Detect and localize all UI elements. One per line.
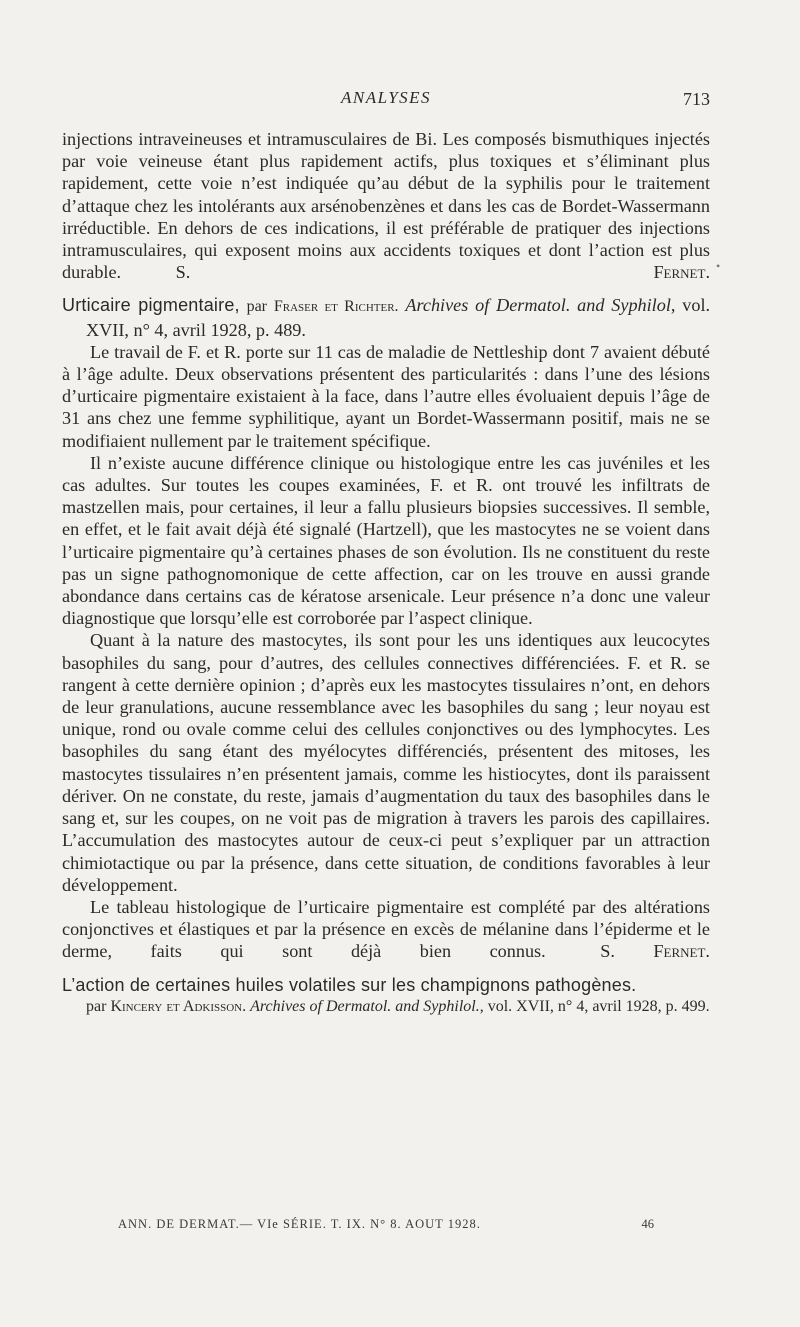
article1-paragraph-text: Le tableau histologique de l’urticaire pigmentaire est complété par des altérations conjonctives et élastiques et par la présence en excès de mélanine dans l’épiderme et le derme, faits qui sont déjà bien connus. [62, 896, 710, 962]
article1-journal: Archives of Dermatol. and Syphilol [405, 295, 671, 316]
body-text [62, 128, 710, 1018]
article2-journal: Archives of Dermatol. and Syphilol. [250, 997, 480, 1015]
page-footer [118, 1217, 654, 1232]
article1-citation [62, 294, 710, 340]
footer-sheet-number: 46 [641, 1217, 654, 1231]
article-huiles-volatiles [62, 974, 710, 1018]
article1-paragraph [62, 896, 710, 963]
article2-authors: Kincery et Adkisson. [110, 997, 247, 1015]
article1-details: , vol. XVII, n° 4, avril 1928, p. 489. [86, 295, 711, 340]
article2-citation [62, 996, 710, 1018]
article1-paragraph: Il n’existe aucune différence clinique ou histologique entre les cas juvéniles et les cas adultes. Sur toutes les coupes examinées, F. et R. ont trouvé les infiltrats de mastzellen mais, pour certaines, il leur a fallu plusieurs biopsies successives. Il semble, en effet, et le fait avait déjà été signalé (Hartzell), que les mastocytes ne se voient dans l’urticaire pigmentaire qu’à certaines phases de son évolution. Ils ne constituent du reste pas un signe pathognomonique de cette affection, car on les trouve en aussi grande abondance dans certains cas de kératose arsenicale. Leur présence n’a donc une valeur diagnostique que lorsqu’elle est corroborée par l’aspect clinique. [62, 452, 710, 629]
running-title: ANALYSES [340, 88, 432, 107]
article2-by: par [86, 997, 107, 1015]
article2-details: , vol. XVII, n° 4, avril 1928, p. 499. [479, 997, 710, 1015]
page-number: 713 [683, 89, 710, 109]
article2-title: L’action de certaines huiles volatiles sur les champignons pathogènes. [62, 974, 637, 995]
article1-title: Urticaire pigmentaire, [62, 295, 240, 316]
article1-authors: Fraser et Richter. [273, 298, 399, 316]
article-urticaire [62, 294, 710, 962]
article1-by: par [246, 298, 267, 316]
article1-paragraph: Le travail de F. et R. porte sur 11 cas de maladie de Nettleship dont 7 avaient débuté à l’âge adulte. Deux observations présentent des particularités : dans l’une des lésions d’urticaire pigmentaire existaient à la face, dans l’autre elles évoluaient depuis l’âge de 31 ans chez une femme syphilitique, ayant un Bordet-Wassermann positif, mais ne se modifiaient nullement par le traitement spécifique. [62, 341, 710, 451]
footer-text: ANN. DE DERMAT.— VIe SÉRIE. T. IX. N° 8. AOUT 1928. [118, 1217, 481, 1231]
margin-mark: • [716, 259, 721, 273]
article1-paragraph: Quant à la nature des mastocytes, ils sont pour les uns identiques aux leucocytes basophiles du sang, pour d’autres, des cellules connectives différenciées. F. et R. se rangent à cette dernière opinion ; d’après eux les mastocytes tissulaires n’ont, en dehors de leur granulations, aucune ressemblance avec les basophiles du sang ; leur noyau est unique, rond ou ovale comme celui des cellules conjonctives ou des lymphocytes. Les basophiles du sang étant des myélocytes différenciés, présentent des mitoses, les mastocytes tissulaires n’en présentent jamais, comme les histiocytes, dont ils paraissent dériver. On ne constate, du reste, jamais d’augmentation du taux des basophiles dans le sang et, sur les coupes, on ne voit pas de migration à travers les parois des capillaires. L’accumulation des mastocytes autour de ceux-ci peut s’expliquer par un attraction chimiotactique ou par la présence, dans cette situation, de conditions favorables à leur développement. [62, 630, 710, 895]
continuation-signature: S. Fernet. [175, 262, 710, 283]
running-header [62, 86, 710, 114]
continuation-text: injections intraveineuses et intramusculaires de Bi. Les composés bismuthiques injectés par voie veineuse étant plus rapidement actifs, plus toxiques et s’éliminant plus rapidement, cette voie n’est indiquée qu’au début de la syphilis pour le traitement d’attaque chez les intolérants aux arsénobenzènes et dans les cas de Bordet-Wassermann irréductible. En dehors de ces indications, il est préférable de pratiquer des injections intramusculaires, qui exposent moins aux accidents toxiques et dont l’action est plus durable. [62, 129, 710, 283]
continuation-paragraph [62, 128, 710, 283]
article1-signature: S. Fernet. [600, 941, 710, 962]
